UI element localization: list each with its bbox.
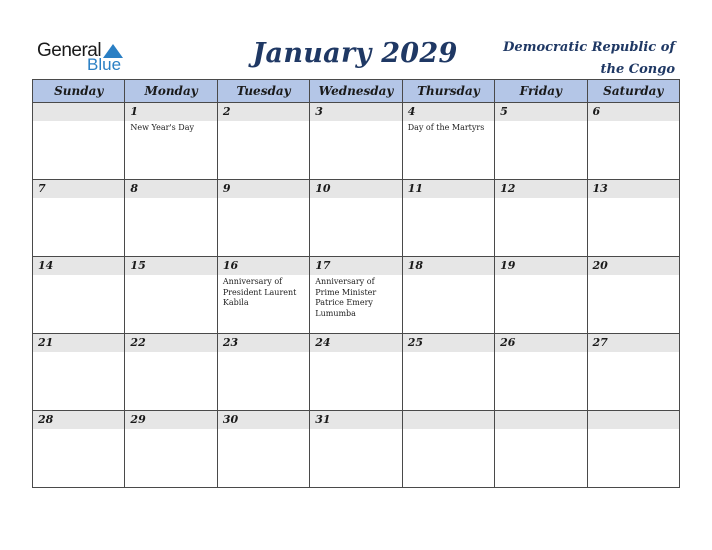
day-number: 24	[315, 336, 331, 349]
day-number-bar	[403, 411, 494, 429]
day-cell	[402, 334, 494, 411]
day-number-bar	[310, 103, 401, 121]
day-cell	[495, 103, 587, 180]
day-number: 14	[38, 259, 54, 272]
day-number: 5	[500, 105, 508, 118]
day-cell	[310, 103, 402, 180]
day-cell	[217, 334, 309, 411]
week-row	[33, 411, 680, 488]
day-cell	[217, 103, 309, 180]
day-cell	[310, 257, 402, 334]
logo-general-text: General	[37, 40, 102, 61]
day-number-bar	[588, 103, 679, 121]
day-number: 16	[222, 259, 239, 272]
day-cell	[125, 334, 217, 411]
day-cell	[402, 180, 494, 257]
day-number-bar	[33, 103, 124, 121]
day-cell	[33, 257, 125, 334]
day-number-bar	[588, 411, 679, 429]
day-number: 29	[130, 413, 146, 426]
day-cell	[310, 334, 402, 411]
weekday-header: Monday	[125, 80, 217, 103]
day-cell	[217, 180, 309, 257]
day-number: 27	[592, 336, 608, 349]
day-number: 30	[222, 413, 239, 426]
day-cell	[587, 103, 679, 180]
week-row	[33, 334, 680, 411]
day-cell	[125, 180, 217, 257]
day-number: 19	[500, 259, 516, 272]
day-cell	[402, 103, 494, 180]
day-number: 12	[500, 182, 516, 195]
calendar-grid	[32, 79, 680, 488]
page-title: January 2029	[252, 38, 458, 69]
holiday-label: New Year's Day	[130, 123, 195, 132]
day-cell	[587, 411, 679, 488]
day-cell	[125, 411, 217, 488]
day-number-bar	[125, 103, 216, 121]
day-number-bar	[495, 103, 586, 121]
day-cell	[402, 257, 494, 334]
day-cell	[587, 257, 679, 334]
day-number: 9	[222, 182, 231, 195]
weekday-header: Sunday	[33, 80, 125, 103]
country-name	[475, 37, 675, 81]
day-cell	[33, 180, 125, 257]
day-cell	[495, 257, 587, 334]
holiday-label: Day of the Martyrs	[407, 123, 485, 132]
day-number: 6	[592, 105, 601, 118]
day-number-bar	[33, 180, 124, 198]
day-cell	[310, 180, 402, 257]
day-cell	[310, 411, 402, 488]
day-cell	[125, 103, 217, 180]
day-cell	[125, 257, 217, 334]
day-number: 15	[130, 259, 146, 272]
weekday-header: Thursday	[402, 80, 494, 103]
day-number: 20	[592, 259, 608, 272]
country-line-2: the Congo	[600, 62, 675, 77]
day-cell	[217, 411, 309, 488]
day-number: 23	[222, 336, 239, 349]
holiday-label: Anniversary of President Laurent Kabila	[222, 277, 297, 307]
day-number: 2	[222, 105, 231, 118]
day-number: 22	[130, 336, 146, 349]
day-number-bar	[218, 103, 309, 121]
day-cell	[495, 411, 587, 488]
day-number-bar	[125, 180, 216, 198]
day-number: 8	[130, 182, 139, 195]
day-number: 4	[407, 105, 416, 118]
day-cell	[495, 334, 587, 411]
day-number: 31	[315, 413, 331, 426]
week-row	[33, 103, 680, 180]
weekday-header: Wednesday	[310, 80, 402, 103]
weekday-header: Tuesday	[217, 80, 309, 103]
day-number: 17	[315, 259, 331, 272]
holiday-label: Anniversary of Prime Minister Patrice Emery Lumumba	[315, 277, 377, 318]
logo	[37, 40, 137, 74]
day-number: 10	[315, 182, 331, 195]
day-cell	[33, 411, 125, 488]
day-cell	[587, 334, 679, 411]
day-cell	[587, 180, 679, 257]
calendar-body	[33, 103, 680, 488]
day-number: 7	[38, 182, 46, 195]
day-number: 13	[592, 182, 608, 195]
day-number: 1	[130, 105, 139, 118]
day-number-bar	[218, 180, 309, 198]
day-cell	[33, 103, 125, 180]
weekday-header: Friday	[495, 80, 587, 103]
day-number: 11	[407, 182, 423, 195]
logo-blue-text: Blue	[87, 55, 122, 74]
day-number: 28	[38, 413, 54, 426]
week-row	[33, 257, 680, 334]
day-number: 25	[407, 336, 423, 349]
day-number: 18	[407, 259, 423, 272]
weekday-header: Saturday	[587, 80, 679, 103]
day-number: 21	[38, 336, 54, 349]
day-number: 26	[500, 336, 516, 349]
day-number-bar	[403, 103, 494, 121]
week-row	[33, 180, 680, 257]
day-cell	[217, 257, 309, 334]
day-cell	[495, 180, 587, 257]
day-number: 3	[315, 105, 323, 118]
day-cell	[33, 334, 125, 411]
day-number-bar	[495, 411, 586, 429]
day-cell	[402, 411, 494, 488]
country-line-1: Democratic Republic of	[503, 40, 675, 55]
weekday-header-row	[33, 80, 680, 103]
